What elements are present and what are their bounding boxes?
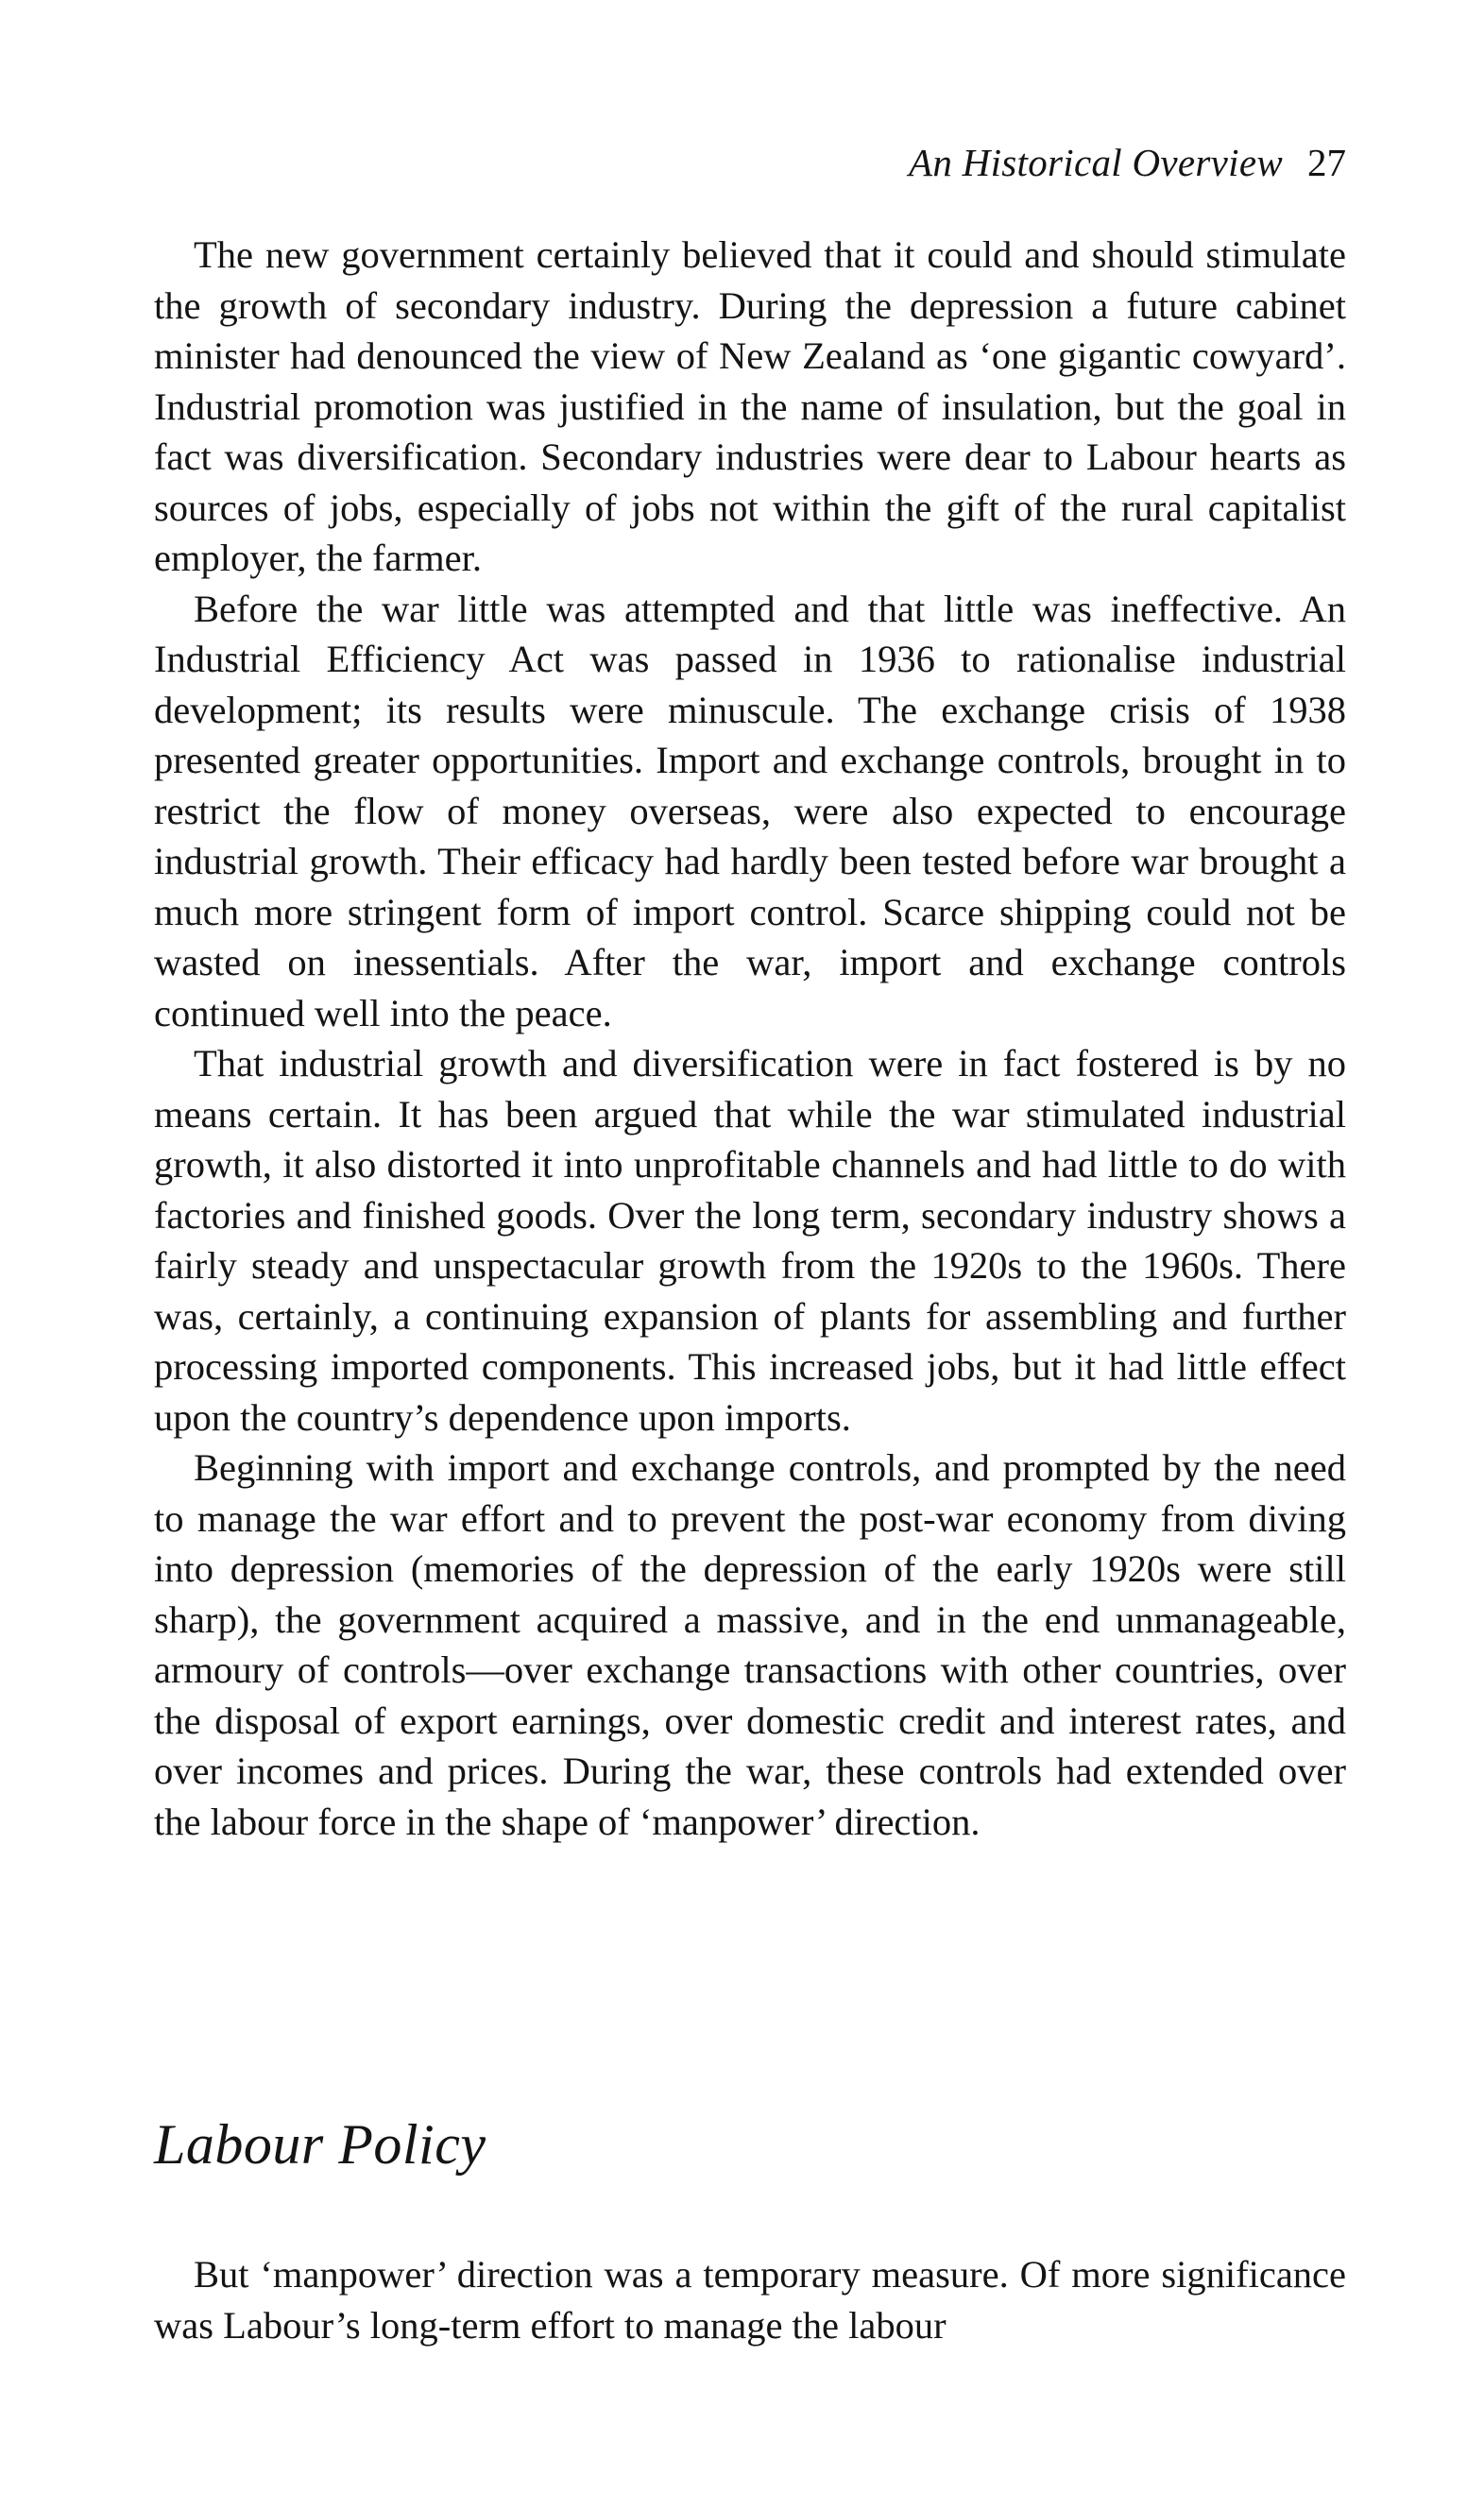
paragraph: That industrial growth and diversification were in fact fostered is by no means certain. It has been argued that while the war stimulated industrial growth, it also distorted it into unprofitable channels and had little to do with factories and finished goods. Over the long term, secondary industry shows a fairly steady and unspectacular growth from the 1920s to the 1960s. There was, certainly, a continuing expansion of plants for assembling and further processing imported components. This increased jobs, but it had little effect upon the country’s dependence upon imports. bbox=[154, 1042, 1346, 1439]
running-head bbox=[154, 141, 1346, 184]
paragraph: Before the war little was attempted and that little was ineffective. An Industrial Efficiency Act was passed in 1936 to rationalise industrial development; its results were minuscule. The exchange crisis of 1938 presented greater opportunities. Import and exchange controls, brought in to restrict the flow of money overseas, were also expected to encourage industrial growth. Their efficacy had hardly been tested before war brought a much more stringent form of import control. Scarce shipping could not be wasted on inessentials. After the war, import and exchange controls continued well into the peace. bbox=[154, 587, 1346, 1034]
paragraph: But ‘manpower’ direction was a temporary measure. Of more significance was Labour’s long-term effort to manage the labour bbox=[154, 2253, 1346, 2347]
body-text bbox=[154, 230, 1346, 1847]
page-number: 27 bbox=[1307, 141, 1346, 184]
section-body bbox=[154, 2249, 1346, 2350]
running-head-title: An Historical Overview bbox=[908, 141, 1283, 184]
paragraph: The new government certainly believed that it could and should stimulate the growth of secondary industry. During the depression a future cabinet minister had denounced the view of New Zealand as ‘one gigantic cowyard’. Industrial promotion was justified in the name of insulation, but the goal in fact was diversification. Secondary industries were dear to Labour hearts as sources of jobs, especially of jobs not within the gift of the rural capitalist employer, the farmer. bbox=[154, 233, 1346, 579]
section-heading: Labour Policy bbox=[154, 2113, 486, 2176]
book-page bbox=[154, 0, 1346, 2510]
paragraph: Beginning with import and exchange controls, and prompted by the need to manage the war effort and to prevent the post-war economy from diving into depression (memories of the depression of the early 1920s were still sharp), the government acquired a massive, and in the end unmanageable, armoury of controls—over exchange transactions with other countries, over the disposal of export earnings, over domestic credit and interest rates, and over incomes and prices. During the war, these controls had extended over the labour force in the shape of ‘manpower’ direction. bbox=[154, 1446, 1346, 1843]
